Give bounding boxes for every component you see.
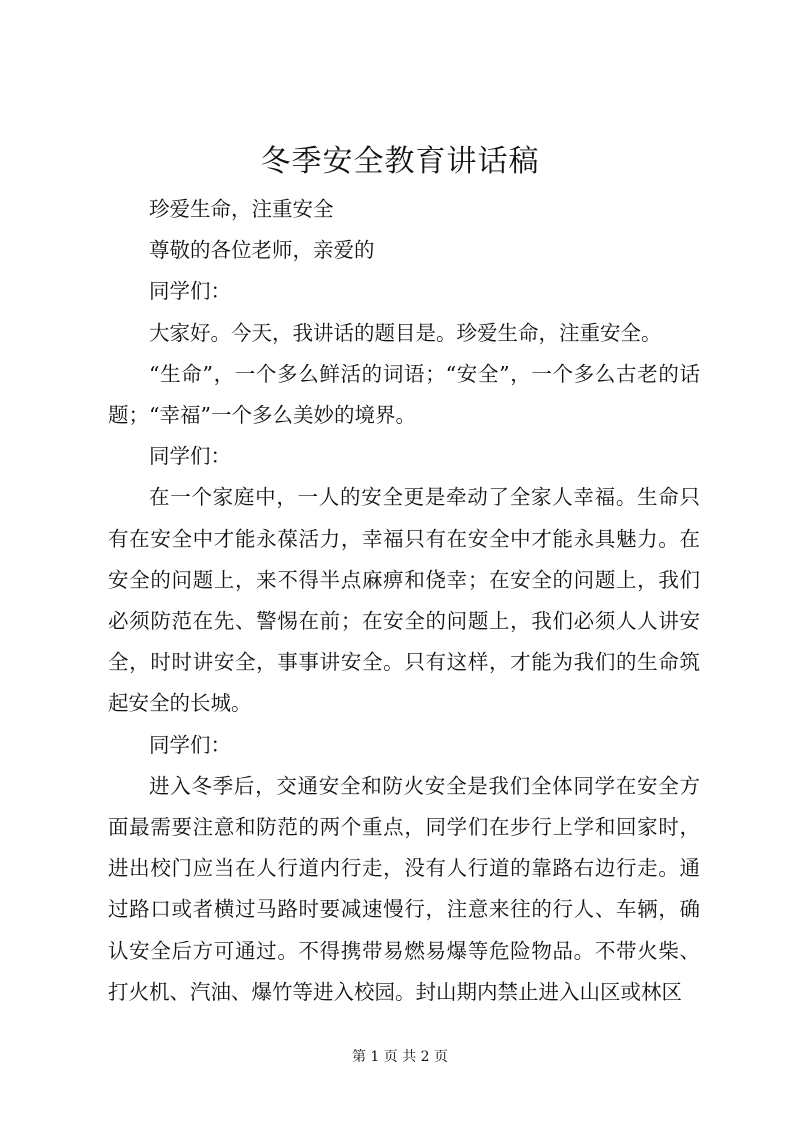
document-body [108,189,700,1013]
document-title: 冬季安全教育讲话稿 [260,144,540,179]
page-footer: 第 1 页 共 2 页 [351,1049,449,1065]
paragraph-greeting: 大家好。今天，我讲话的题目是。珍爱生命，注重安全。 [149,320,662,345]
paragraph-salutation-students: 同学们： [149,279,231,304]
paragraph-address-students-2: 同学们： [149,732,231,757]
paragraph-life-safety: “生命”，一个多么鲜活的词语；“安全”，一个多么古老的话题；“幸福”一个多么美妙的境界。 [108,361,700,428]
paragraph-salutation: 尊敬的各位老师，亲爱的 [149,238,375,263]
paragraph-address-students: 同学们： [149,444,231,469]
paragraph-winter-safety: 进入冬季后，交通安全和防火安全是我们全体同学在安全方面最需要注意和防范的两个重点，同学们在步行上学和回家时，进出校门应当在人行道内行走，没有人行道的靠路右边行走。通过路口或者横过马路时要减速慢行，注意来往的行人、车辆，确认安全后方可通过。不得携带易燃易爆等危险物品。不带火柴、打火机、汽油、爆竹等进入校园。封山期内禁止进入山区或林区 [108,773,700,1004]
paragraph-family-safety: 在一个家庭中，一人的安全更是牵动了全家人幸福。生命只有在安全中才能永葆活力，幸福只有在安全中才能永具魅力。在安全的问题上，来不得半点麻痹和侥幸；在安全的问题上，我们必须防范在先、警惕在前；在安全的问题上，我们必须人人讲安全，时时讲安全，事事讲安全。只有这样，才能为我们的生命筑起安全的长城。 [108,485,700,716]
paragraph-slogan: 珍爱生命，注重安全 [149,197,334,221]
